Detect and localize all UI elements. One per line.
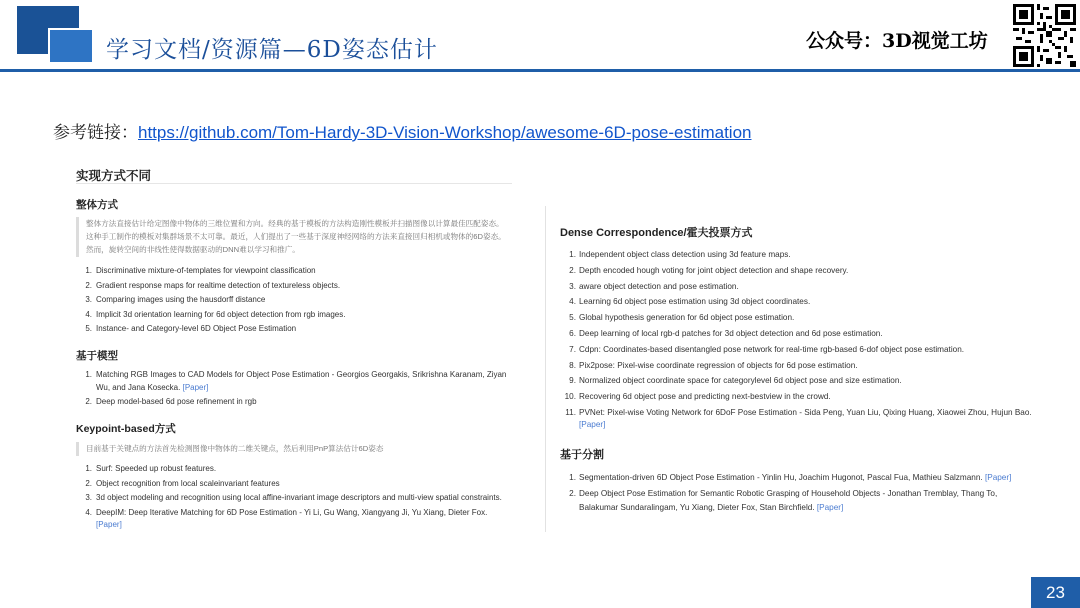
list-item: 9. Normalized object coordinate space for categorylevel 6d object pose and size estimation. bbox=[569, 376, 902, 386]
list-item: 1. Matching RGB Images to CAD Models for Object Pose Estimation - Georgios Georgakis, Srikrishna Karanam, Ziyan Wu, and Jana Kosecka. [Paper] bbox=[85, 370, 507, 392]
paper-link[interactable]: [Paper] bbox=[182, 382, 209, 392]
list-item: 3. aware object detection and pose estimation. bbox=[569, 281, 739, 291]
reference-label: 参考链接： bbox=[53, 123, 138, 143]
section-title: Dense Correspondence/霍夫投票方式 bbox=[560, 227, 753, 239]
section-quote: 目前基于关键点的方法首先检测图像中物体的二维关键点，然后利用PnP算法估计6D姿态 bbox=[76, 442, 511, 456]
section-title: 整体方式 bbox=[76, 199, 118, 211]
section-list bbox=[80, 463, 512, 532]
header-decor-square-light bbox=[48, 28, 94, 64]
list-item: 5. Instance- and Category-level 6D Object Pose Estimation bbox=[85, 324, 297, 334]
list-item: 3. 3d object modeling and recognition using local affine-invariant image descriptors and multi-view spatial constraints. bbox=[85, 493, 502, 502]
section-title: 基于分割 bbox=[560, 449, 604, 461]
brand-label: 公众号：3D视觉工坊 bbox=[806, 30, 988, 52]
list-item: 10. Recovering 6d object pose and predicting next-bestview in the crowd. bbox=[564, 392, 831, 402]
list-item: 4. Learning 6d object pose estimation using 3d object coordinates. bbox=[569, 297, 811, 307]
list-item: 2. Depth encoded hough voting for joint object detection and shape recovery. bbox=[569, 265, 849, 275]
section-list bbox=[80, 264, 512, 337]
paper-link[interactable]: [Paper] bbox=[816, 502, 844, 512]
column-divider bbox=[545, 206, 546, 532]
list-item: 4. Implicit 3d orientation learning for 6d object detection from rgb images. bbox=[85, 309, 346, 319]
list-item: 7. Cdpn: Coordinates-based disentangled pose network for real-time rgb-based 6-dof object pose estimation. bbox=[569, 344, 965, 354]
paper-link[interactable]: [Paper] bbox=[984, 473, 1012, 482]
section-title: 基于模型 bbox=[76, 350, 118, 362]
list-item: 1. Discriminative mixture-of-templates for viewpoint classification bbox=[85, 266, 316, 275]
paper-link[interactable]: [Paper] bbox=[579, 420, 606, 430]
section-list bbox=[560, 249, 1038, 432]
list-item: 11. PVNet: Pixel-wise Voting Network for 6DoF Pose Estimation - Sida Peng, Yuan Liu, Qixing Huang, Xiaowei Zhou, Hujun Bao. [Paper] bbox=[565, 407, 1032, 430]
header-divider bbox=[0, 69, 1080, 72]
list-item: 2. Gradient response maps for realtime detection of textureless objects. bbox=[85, 280, 341, 290]
left-content-panel bbox=[76, 160, 516, 550]
list-item: 1. Segmentation-driven 6D Object Pose Estimation - Yinlin Hu, Joachim Hugonot, Pascal Fua, Mathieu Salzmann. [Paper] bbox=[569, 473, 1012, 482]
list-item: 6. Deep learning of local rgb-d patches for 3d object detection and 6d pose estimation. bbox=[569, 328, 883, 338]
list-item: 2. Deep Object Pose Estimation for Semantic Robotic Grasping of Household Objects - Jonathan Tremblay, Thang To, Balakumar Sundaralingam, Yu Xiang, Dieter Fox, Stan Birchfield. [Paper] bbox=[569, 489, 998, 512]
section-list bbox=[80, 369, 512, 409]
slide-title: 学习文档/资源篇—6D姿态估计 bbox=[106, 37, 438, 63]
page-number: 23 bbox=[1031, 577, 1080, 608]
list-item: 8. Pix2pose: Pixel-wise coordinate regression of objects for 6d pose estimation. bbox=[569, 360, 858, 370]
section-quote: 整体方法直接估计给定图像中物体的三维位置和方向。经典的基于模板的方法构造刚性模板并扫描图像以计算最佳匹配姿态。这种手工制作的模板对集群场景不太可靠。最近，人们提出了一些基于深度神经网络的方法来直接回归相机或物体的6D姿态。然而，旋转空间的非线性使得数据驱动的DNN难以学习和推广。 bbox=[76, 217, 511, 257]
list-item: 2. Object recognition from local scaleinvariant features bbox=[85, 478, 280, 488]
list-item: 5. Global hypothesis generation for 6d object pose estimation. bbox=[569, 313, 795, 323]
reference-link[interactable]: https://github.com/Tom-Hardy-3D-Vision-Workshop/awesome-6D-pose-estimation bbox=[138, 123, 752, 142]
qr-code-icon bbox=[1013, 4, 1076, 67]
right-content-panel bbox=[545, 206, 1045, 536]
list-item: 4. DeepIM: Deep Iterative Matching for 6D Pose Estimation - Yi Li, Gu Wang, Xiangyang Ji, Yu Xiang, Dieter Fox. [Paper] bbox=[85, 507, 488, 529]
left-heading: 实现方式不同 bbox=[76, 169, 152, 183]
reference-line bbox=[53, 118, 752, 143]
section-list bbox=[560, 471, 1038, 514]
paper-link[interactable]: [Paper] bbox=[96, 520, 122, 529]
list-item: 3. Comparing images using the hausdorff distance bbox=[85, 295, 266, 305]
left-heading-rule bbox=[76, 183, 512, 184]
section-title: Keypoint-based方式 bbox=[76, 423, 176, 435]
list-item: 2. Deep model-based 6d pose refinement in rgb bbox=[85, 397, 257, 406]
list-item: 1. Independent object class detection using 3d feature maps. bbox=[569, 250, 791, 259]
list-item: 1. Surf: Speeded up robust features. bbox=[85, 464, 217, 473]
